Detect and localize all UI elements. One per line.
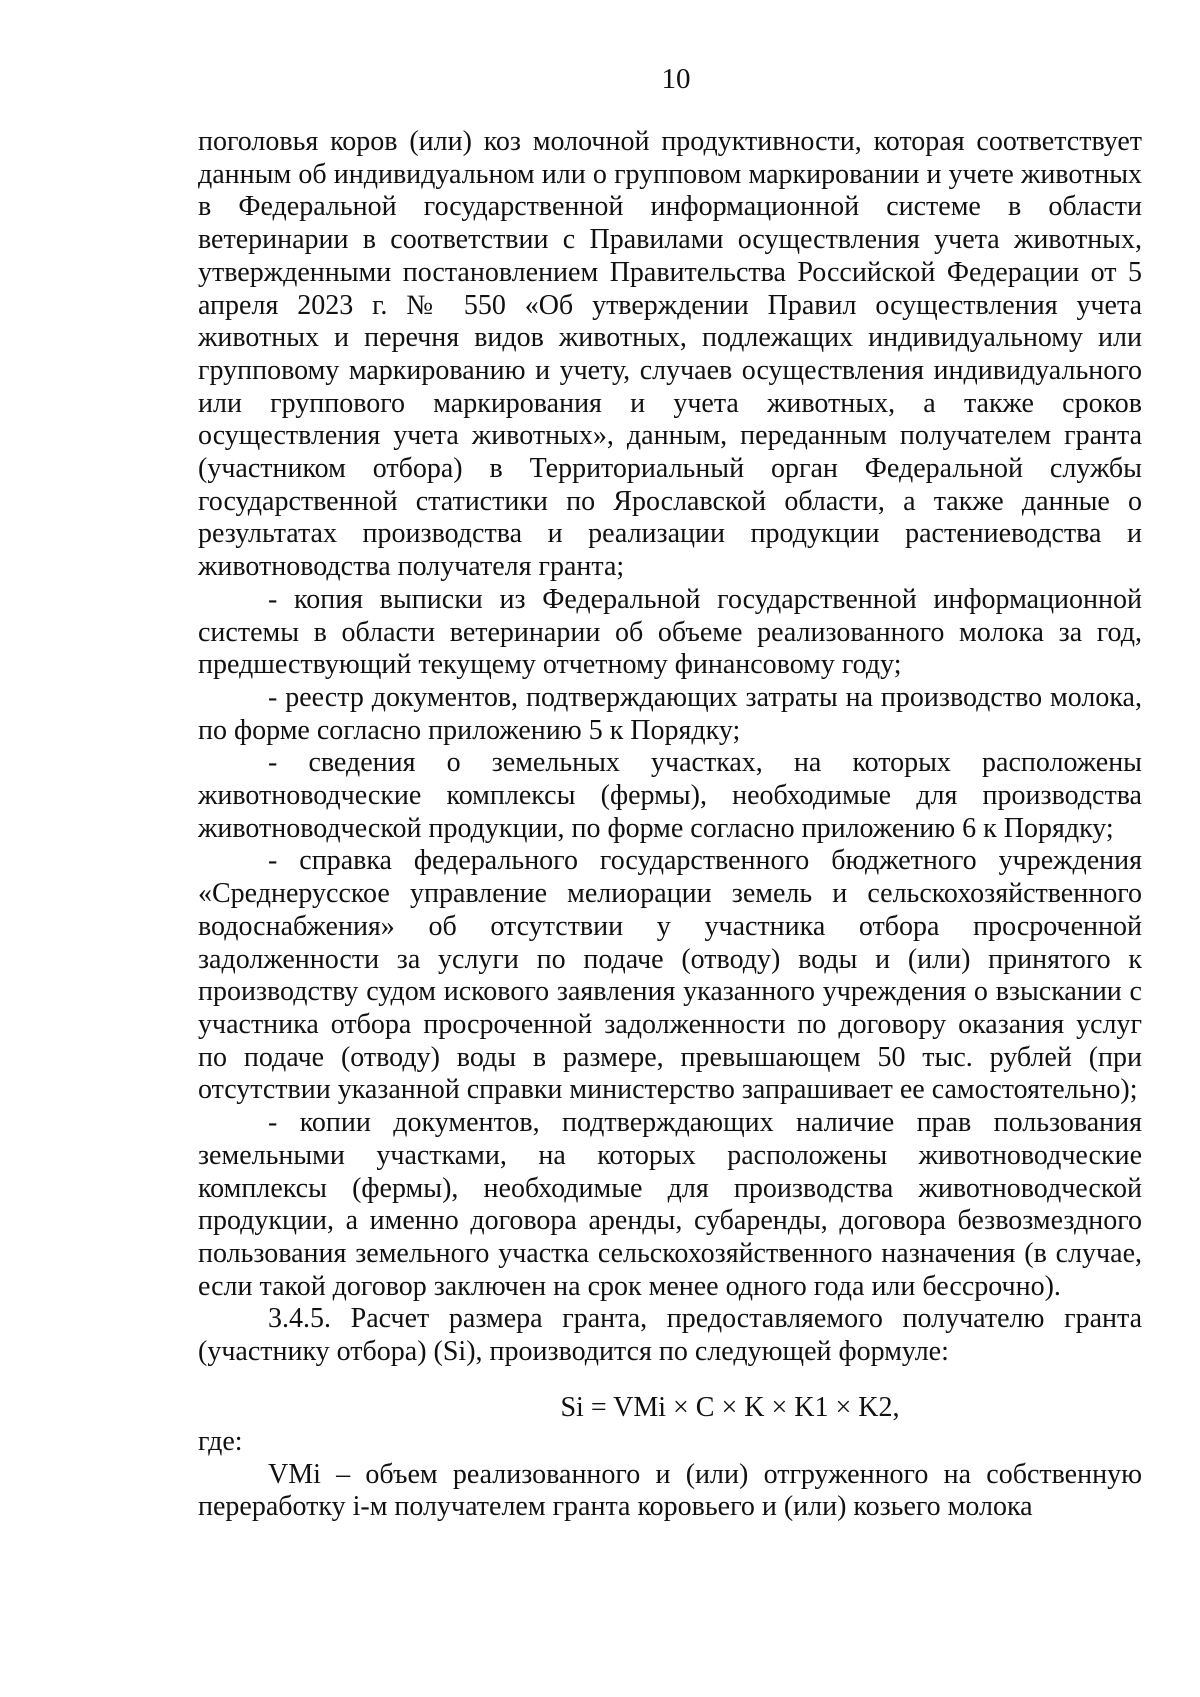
grant-formula: Si = VMi × C × K × K1 × K2, (560, 1391, 900, 1423)
list-item-cost-register: - реестр документов, подтверждающих затраты на производство молока, по форме согласно приложению 5 к Порядку; (198, 681, 1142, 746)
list-item-melioration-certificate: - справка федерального государственного бюджетного учреждения «Среднерусское управление мелиорации земель и сельскохозяйственного водоснабжения» об отсутствии у участника отбора просроченной задолженности за услуги по подаче (отводу) воды и (или) принятого к производству судом искового заявления указанного учреждения о взыскании с участника отбора просроченной задолженности по договору оказания услуг по подаче (отводу) воды в размере, превышающем 50 тыс. рублей (при отсутствии указанной справки министерство запрашивает ее самостоятельно); (198, 845, 1142, 1106)
definition-vmi: VMi – объем реализованного и (или) отгруженного на собственную переработку i-м получателем гранта коровьего и (или) козьего молока (198, 1458, 1142, 1523)
list-item-vetis-extract: - копия выписки из Федеральной государственной информационной системы в области ветеринарии об объеме реализованного молока за год, предшествующий текущему отчетному финансовому году; (198, 583, 1142, 681)
where-label: где: (198, 1425, 243, 1457)
paragraph-livestock-data: поголовья коров (или) коз молочной продуктивности, которая соответствует данным об индивидуальном или о групповом маркировании и учете животных в Федеральной государственной информационной системе в области ветеринарии в соответствии с Правилами осуществления учета животных, утвержденными постановлением Правительства Российской Федерации от 5 апреля 2023 г. № 550 «Об утверждении Правил осуществления учета животных и перечня видов животных, подлежащих индивидуальному или групповому маркированию и учету, случаев осуществления индивидуального или группового маркирования и учета животных, а также сроков осуществления учета животных», данным, переданным получателем гранта (участником отбора) в Территориальный орган Федеральной службы государственной статистики по Ярославской области, а также данные о результатах производства и реализации продукции растениеводства и животноводства получателя гранта; (198, 126, 1142, 583)
document-body (198, 126, 1142, 1524)
paragraph-grant-calculation: 3.4.5. Расчет размера гранта, предоставляемого получателю гранта (участнику отбора) (Si), производится по следующей формуле: (198, 1303, 1142, 1368)
list-item-land-info: - сведения о земельных участках, на которых расположены животноводческие комплексы (фермы), необходимые для производства животноводческой продукции, по форме согласно приложению 6 к Порядку; (198, 747, 1142, 844)
list-item-land-rights-documents: - копии документов, подтверждающих наличие прав пользования земельными участками, на которых расположены животноводческие комплексы (фермы), необходимые для производства животноводческой продукции, а именно договора аренды, субаренды, договора безвозмездного пользования земельного участка сельскохозяйственного назначения (в случае, если такой договор заключен на срок менее одного года или бессрочно). (198, 1107, 1142, 1302)
page-number: 10 (661, 63, 691, 95)
